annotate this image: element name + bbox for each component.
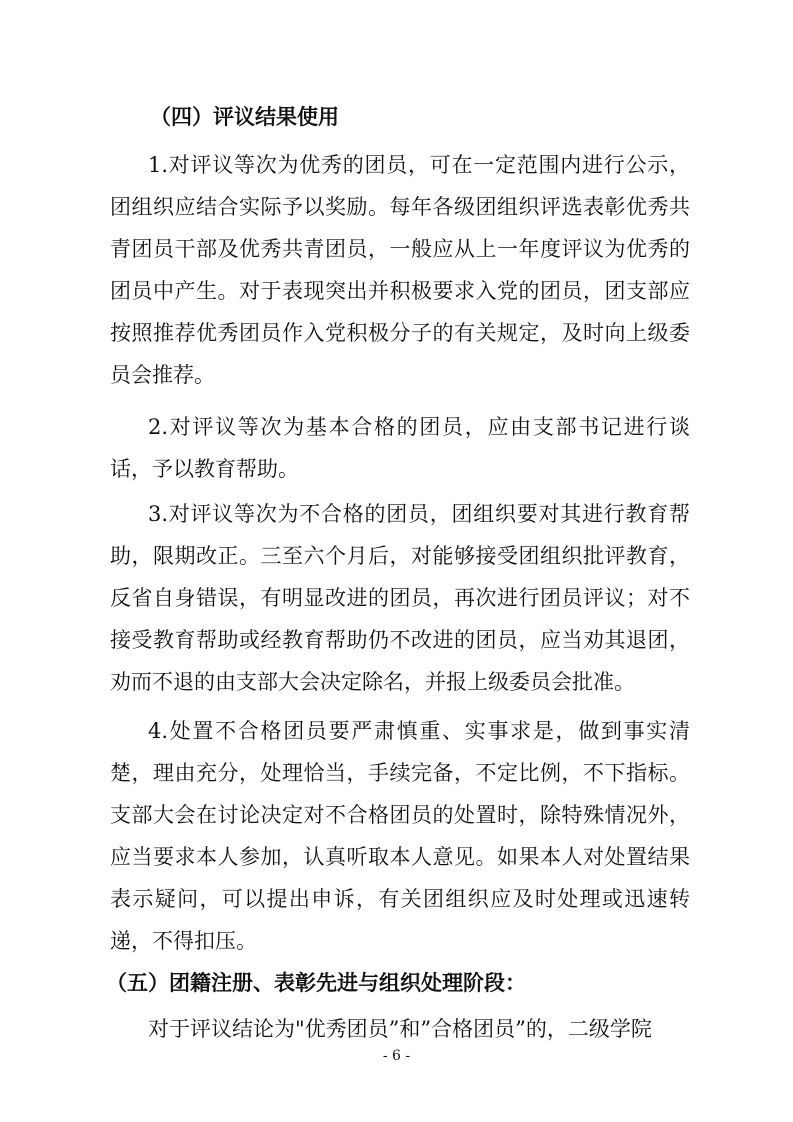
section-4-item-4: 4.处置不合格团员要严肃慎重、实事求是，做到事实清楚，理由充分，处理恰当，手续完备，不定比例，不下指标。支部大会在讨论决定对不合格团员的处置时，除特殊情况外，应当要求本人参加，认真听取本人意见。如果本人对处置结果表示疑问，可以提出申诉，有关团组织应及时处理或迅速转递，不得扣压。 (110, 719, 690, 953)
page-number: - 6 - (382, 1048, 411, 1064)
section-4-heading: （四）评议结果使用 (150, 105, 339, 129)
section-5-intro: 对于评议结论为"优秀团员”和”合格团员”的，二级学院 (148, 1017, 652, 1041)
section-4-item-1: 1.对评议等次为优秀的团员，可在一定范围内进行公示，团组织应结合实际予以奖励。每年各级团组织评选表彰优秀共青团员干部及优秀共青团员，一般应从上一年度评议为优秀的团员中产生。对于表现突出并积极要求入党的团员，团支部应按照推荐优秀团员作入党积极分子的有关规定，及时向上级委员会推荐。 (110, 153, 690, 387)
section-4-item-3: 3.对评议等次为不合格的团员，团组织要对其进行教育帮助，限期改正。三至六个月后，对能够接受团组织批评教育，反省自身错误，有明显改进的团员，再次进行团员评议；对不接受教育帮助或经教育帮助仍不改进的团员，应当劝其退团，劝而不退的由支部大会决定除名，并报上级委员会批准。 (110, 502, 690, 694)
section-4-item-2: 2.对评议等次为基本合格的团员，应由支部书记进行谈话，予以教育帮助。 (110, 415, 690, 481)
section-5-heading: （五）团籍注册、表彰先进与组织处理阶段： (106, 971, 526, 995)
